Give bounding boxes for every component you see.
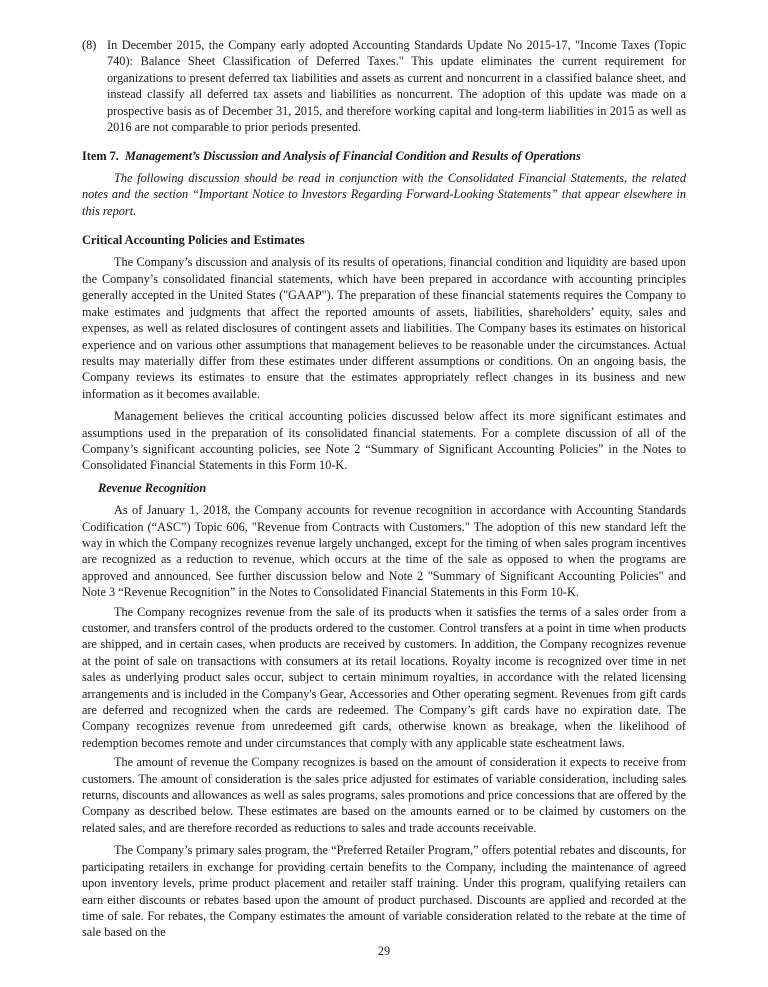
item7-title: Management’s Discussion and Analysis of Financial Condition and Results of Operations bbox=[125, 149, 581, 164]
footnote-text: In December 2015, the Company early adopted Accounting Standards Update No 2015-17, "Income Taxes (Topic 740): Balance Sheet Classification of Deferred Taxes." This update eliminates the current requirement for organizations to present deferred tax liabilities and assets as current and noncurrent in a classified balance sheet, and instead classify all deferred tax assets and liabilities as noncurrent. The adoption of this update was made on a prospective basis as of December 31, 2015, and therefore working capital and long-term liabilities in 2015 as well as 2016 are not comparable to prior periods presented. bbox=[107, 38, 686, 135]
item7-intro: The following discussion should be read in conjunction with the Consolidated Financial Statements, the related notes and the section “Important Notice to Investors Regarding Forward-Looking Statements” that appear elsewhere in this report. bbox=[82, 170, 686, 218]
page-number: 29 bbox=[377, 944, 391, 958]
paragraph: The Company’s discussion and analysis of its results of operations, financial condition and liquidity are based upon the Company’s consolidated financial statements, which have been prepared in accordance with accounting principles generally accepted in the United States ("GAAP"). The preparation of these financial statements requires the Company to make estimates and judgments that affect the reported amounts of assets, liabilities, shareholders’ equity, sales and expenses, as well as related disclosures of contingent assets and liabilities. The Company bases its estimates on historical experience and on various other assumptions that management believes to be reasonable under the circumstances. Actual results may materially differ from these estimates under different assumptions or conditions. On an ongoing basis, the Company reviews its estimates to ensure that the estimates appropriately reflect changes in its business and new information as it becomes available. bbox=[82, 255, 686, 401]
footnote-8 bbox=[82, 37, 686, 135]
paragraph: The amount of revenue the Company recognizes is based on the amount of consideration it expects to receive from customers. The amount of consideration is the sales price adjusted for estimates of variable consideration, including sales returns, discounts and allowances as well as sales programs, sales promotions and price concessions that are offered by the Company as described below. These estimates are based on the amounts earned or to be claimed by customers on the related sales, and are therefore recorded as reductions to sales and trade accounts receivable. bbox=[82, 755, 686, 835]
paragraph: The Company’s primary sales program, the “Preferred Retailer Program,” offers potential rebates and discounts, for participating retailers in exchange for providing certain benefits to the Company, including the maintenance of agreed upon inventory levels, prime product placement and retailer staff training. Under this program, qualifying retailers can earn either discounts or rebates based upon the amount of product purchased. Discounts are applied and recorded at the time of sale. For rebates, the Company estimates the amount of variable consideration related to the rebate at the time of sale based on the bbox=[82, 843, 686, 940]
paragraph: The Company recognizes revenue from the sale of its products when it satisfies the terms of a sales order from a customer, and transfers control of the products ordered to the customer. Control transfers at a point in time when products are shipped, and in certain cases, when products are received by customers. In addition, the Company recognizes revenue at the point of sale on transactions with consumers at its retail locations. Royalty income is recognized over time in net sales as underlying product sales occur, subject to certain minimum royalties, in accordance with the related licensing arrangements and is included in the Company's Gear, Accessories and Other operating segment. Revenues from gift cards are deferred and recognized when the cards are redeemed. The Company’s gift cards have no expiration date. The Company recognizes revenue from unredeemed gift cards, otherwise known as breakage, when the likelihood of redemption becomes remote and under circumstances that comply with any applicable state escheatment laws. bbox=[82, 604, 686, 750]
revenue-recognition-heading: Revenue Recognition bbox=[98, 480, 207, 495]
item7-heading bbox=[82, 148, 686, 164]
footnote-number: (8) bbox=[82, 38, 97, 52]
critical-policies-heading: Critical Accounting Policies and Estimates bbox=[82, 233, 305, 248]
paragraph: As of January 1, 2018, the Company accounts for revenue recognition in accordance with Accounting Standards Codification (“ASC”) Topic 606, "Revenue from Contracts with Customers." The adoption of this new standard left the way in which the Company recognizes revenue largely unchanged, except for the timing of when sales program incentives are recognized as a reduction to revenue, which occurs at the time of the sale as opposed to when the programs are approved and announced. See further discussion below and Note 2 "Summary of Significant Accounting Policies" and Note 3 “Revenue Recognition” in the Notes to Consolidated Financial Statements in this Form 10-K. bbox=[82, 503, 686, 600]
paragraph: Management believes the critical accounting policies discussed below affect its more significant estimates and assumptions used in the preparation of its consolidated financial statements. For a complete discussion of all of the Company’s significant accounting policies, see Note 2 “Summary of Significant Accounting Policies” in the Notes to Consolidated Financial Statements in this Form 10-K. bbox=[82, 409, 686, 473]
item7-label: Item 7. bbox=[82, 149, 119, 164]
document-page bbox=[82, 37, 686, 941]
